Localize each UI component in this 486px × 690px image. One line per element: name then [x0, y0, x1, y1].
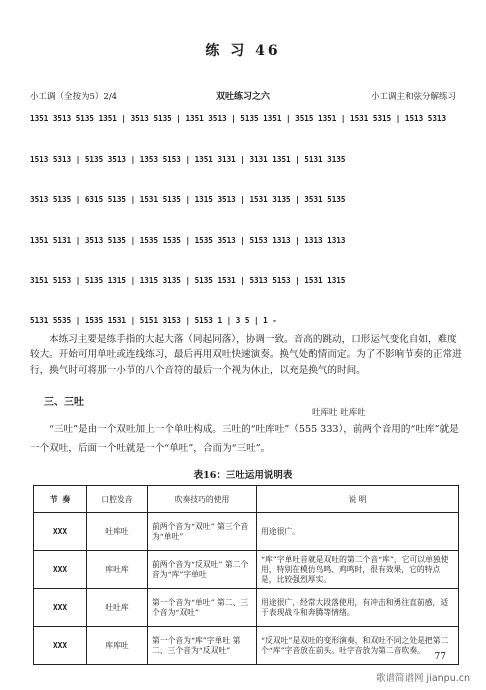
table-row	[34, 513, 459, 551]
score-line-1: 1351 3513 5135 1351 | 3513 5135 | 1351 3513 | 5135 1351 | 3515 1351 | 1531 5315 | 1513 5313	[30, 114, 447, 123]
cell-syllable: 库吐库	[87, 551, 148, 589]
syllable-annotation: 吐库吐 吐库吐	[312, 408, 366, 418]
cell-note: 用途很广，经常大段落使用，有冲击和勇往直前感，适于表现战斗和奔腾等情绪。	[257, 589, 459, 627]
cell-technique: 前两个音为“双吐” 第三个音为“单吐”	[148, 513, 257, 551]
cell-technique: 第一个音为“单吐” 第二、三个音为“双吐”	[148, 589, 257, 627]
body-paragraph-2: “三吐”是由一个双吐加上一个单吐构成。三吐的“吐库吐”（555 333），前两个音用的“吐库”就是一个双吐，后面一个吐就是一个“单吐”，合而为“三吐”。	[30, 424, 459, 454]
exercise-subtitle: 双吐练习之六	[215, 92, 270, 102]
cell-rhythm: XXX	[34, 589, 87, 627]
table-title: 表16：三吐运用说明表	[193, 470, 293, 481]
header-rhythm: 节 奏	[34, 486, 87, 513]
header-technique: 吹奏技巧的使用	[148, 486, 257, 513]
cell-rhythm: XXX	[34, 627, 87, 665]
key-signature: 小工调（全按为5）2/4	[30, 92, 118, 102]
cell-syllable: 吐库吐	[87, 513, 148, 551]
score-line-5: 3151 5153 | 5135 1315 | 1315 3135 | 5135 1531 | 5313 5153 | 1531 1315	[30, 276, 346, 285]
cell-rhythm: XXX	[34, 551, 87, 589]
body-paragraph-1: 本练习主要是练手指的大起大落（同起同落），协调一致。音高的跳动，口形运气变化自如，难度较大。开始可用单吐或连线练习，最后再用双吐快速演奏。换气处酌情而定。为了不影响节奏的正常进行，换气时可将那一小节的八个音符的最后一个视为休止，以充是换气的时间。	[30, 334, 462, 376]
triple-tongue-table	[33, 485, 459, 665]
score-line-3: 3513 5135 | 6315 5135 | 1531 5135 | 1315 3513 | 1531 3135 | 3531 5135	[30, 195, 346, 204]
cell-note: “反双吐”是双吐的变形演奏，和双吐不同之处是把第二个“库”字音放在前头。吐字音放为第二音吹奏。	[257, 627, 459, 665]
table-row	[34, 551, 459, 589]
table-row	[34, 589, 459, 627]
table-header-row	[34, 486, 459, 513]
cell-note: “库”字单吐音就是双吐的第二个音“库”，它可以单独使用，特别在模仿鸟鸣、鸡鸣时，很有效果，它的特点是，比较强烈厚实。	[257, 551, 459, 589]
cell-note: 用途很广。	[257, 513, 459, 551]
exercise-title: 练 习 46	[205, 43, 281, 59]
cell-technique: 前两个音为“反双吐” 第二个音为“库”字单吐	[148, 551, 257, 589]
header-syllable: 口腔发音	[87, 486, 148, 513]
watermark: 歌谱简谱网 jianpu.cn	[376, 673, 470, 684]
cell-syllable: 库库吐	[87, 627, 148, 665]
cell-rhythm: XXX	[34, 513, 87, 551]
score-line-4: 1351 5131 | 3513 5135 | 1535 1535 | 1535 3513 | 5153 1313 | 1313 1313	[30, 236, 346, 245]
cell-technique: 第一个音为“库”字单吐 第二、三个音为“反双吐”	[148, 627, 257, 665]
score-line-6: 5131 5535 | 1535 1531 | 5151 3153 | 5153 1 | 3 5 | 1 -	[30, 316, 277, 325]
exercise-description: 小工调主和弦分解练习	[370, 92, 456, 102]
table-row	[34, 627, 459, 665]
score-line-2: 1513 5313 | 5135 3513 | 1353 5153 | 1351 3131 | 3131 1351 | 5131 3135	[30, 155, 346, 164]
header-note: 说 明	[257, 486, 459, 513]
page-number: 77	[434, 652, 446, 662]
cell-syllable: 吐吐库	[87, 589, 148, 627]
section-heading: 三、三吐	[44, 397, 84, 408]
